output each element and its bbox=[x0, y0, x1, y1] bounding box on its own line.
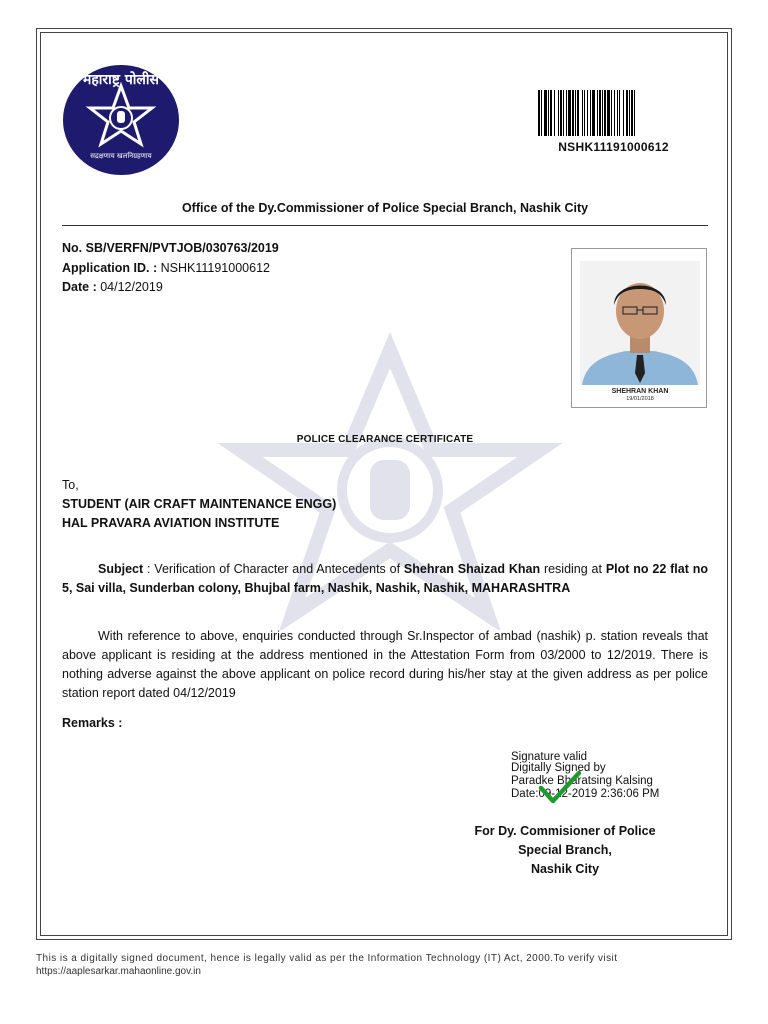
recipient-line-2: HAL PRAVARA AVIATION INSTITUTE bbox=[62, 516, 280, 530]
authority-line-1: For Dy. Commisioner of Police bbox=[474, 824, 656, 838]
applicant-address: Plot no 22 flat no 5, Sai villa, Sunderban colony, Bhujbal farm, Nashik, Nashik, Nashik, MAHARASHTRA bbox=[62, 562, 708, 595]
body-paragraph: With reference to above, enquiries conducted through Sr.Inspector of ambad (nashik) p. station reveals that above applicant is residing at the address mentioned in the Attestation Form from 03/2000 to 12/2019. There is nothing adverse against the above applicant on police record during his/her stay at the given address as per police station report dated 04/12/2019 bbox=[62, 629, 708, 700]
subject-text-2: residing at bbox=[543, 562, 606, 576]
issue-date-label: Date : bbox=[62, 280, 97, 294]
recipient-line-1: STUDENT (AIR CRAFT MAINTENANCE ENGG) bbox=[62, 497, 337, 511]
photo-date: 19/01/2018 bbox=[626, 396, 654, 401]
applicant-photo bbox=[571, 248, 707, 408]
header-divider bbox=[62, 225, 708, 226]
seal-top-text: महाराष्ट्र पोलीस bbox=[83, 72, 159, 88]
verify-link[interactable]: https://aaplesarkar.mahaonline.gov.in bbox=[36, 966, 201, 977]
reference-number-text: No. SB/VERFN/PVTJOB/030763/2019 bbox=[62, 241, 279, 255]
barcode-number: NSHK11191000612 bbox=[558, 140, 669, 154]
application-id-value: NSHK11191000612 bbox=[160, 261, 270, 275]
applicant-portrait-icon bbox=[580, 261, 700, 401]
office-title: Office of the Dy.Commissioner of Police Special Branch, Nashik City bbox=[181, 201, 589, 215]
signature-line-2: Paradke Bharatsing Kalsing bbox=[511, 775, 653, 787]
authority-line-2: Special Branch, bbox=[518, 843, 612, 857]
signature-status: Signature valid bbox=[511, 751, 588, 763]
subject-paragraph bbox=[62, 560, 708, 598]
applicant-name: Shehran Shaizad Khan bbox=[403, 562, 544, 576]
footer-text: This is a digitally signed document, hence is legally valid as per the Information Technology (IT) Act, 2000.To verify visit bbox=[36, 953, 618, 964]
subject-text-1: : Verification of Character and Antecedents of bbox=[143, 562, 404, 576]
maharashtra-police-seal-icon bbox=[62, 64, 180, 176]
barcode bbox=[536, 90, 704, 136]
issuing-authority bbox=[460, 822, 670, 879]
application-id bbox=[62, 261, 270, 275]
signature-valid-check-icon bbox=[538, 770, 582, 806]
application-id-label: Application ID. : bbox=[62, 261, 158, 275]
photo-name: SHEHRAN KHAN bbox=[611, 388, 669, 395]
signature-line-1: Digitally Signed by bbox=[511, 762, 606, 774]
to-label: To, bbox=[62, 478, 79, 492]
issue-date bbox=[62, 280, 163, 294]
reference-number bbox=[62, 241, 279, 255]
footer-note bbox=[36, 952, 736, 978]
certificate-title: POLICE CLEARANCE CERTIFICATE bbox=[296, 434, 474, 445]
authority-line-3: Nashik City bbox=[530, 862, 600, 876]
digital-signature bbox=[511, 752, 659, 800]
subject-label: Subject bbox=[98, 562, 144, 576]
issue-date-value: 04/12/2019 bbox=[100, 280, 163, 294]
signature-line-3: Date:09-12-2019 2:36:06 PM bbox=[511, 788, 660, 800]
remarks-label: Remarks : bbox=[62, 716, 123, 730]
seal-motto: सद्रक्षणाय खलनिग्रहणाय bbox=[90, 152, 152, 160]
